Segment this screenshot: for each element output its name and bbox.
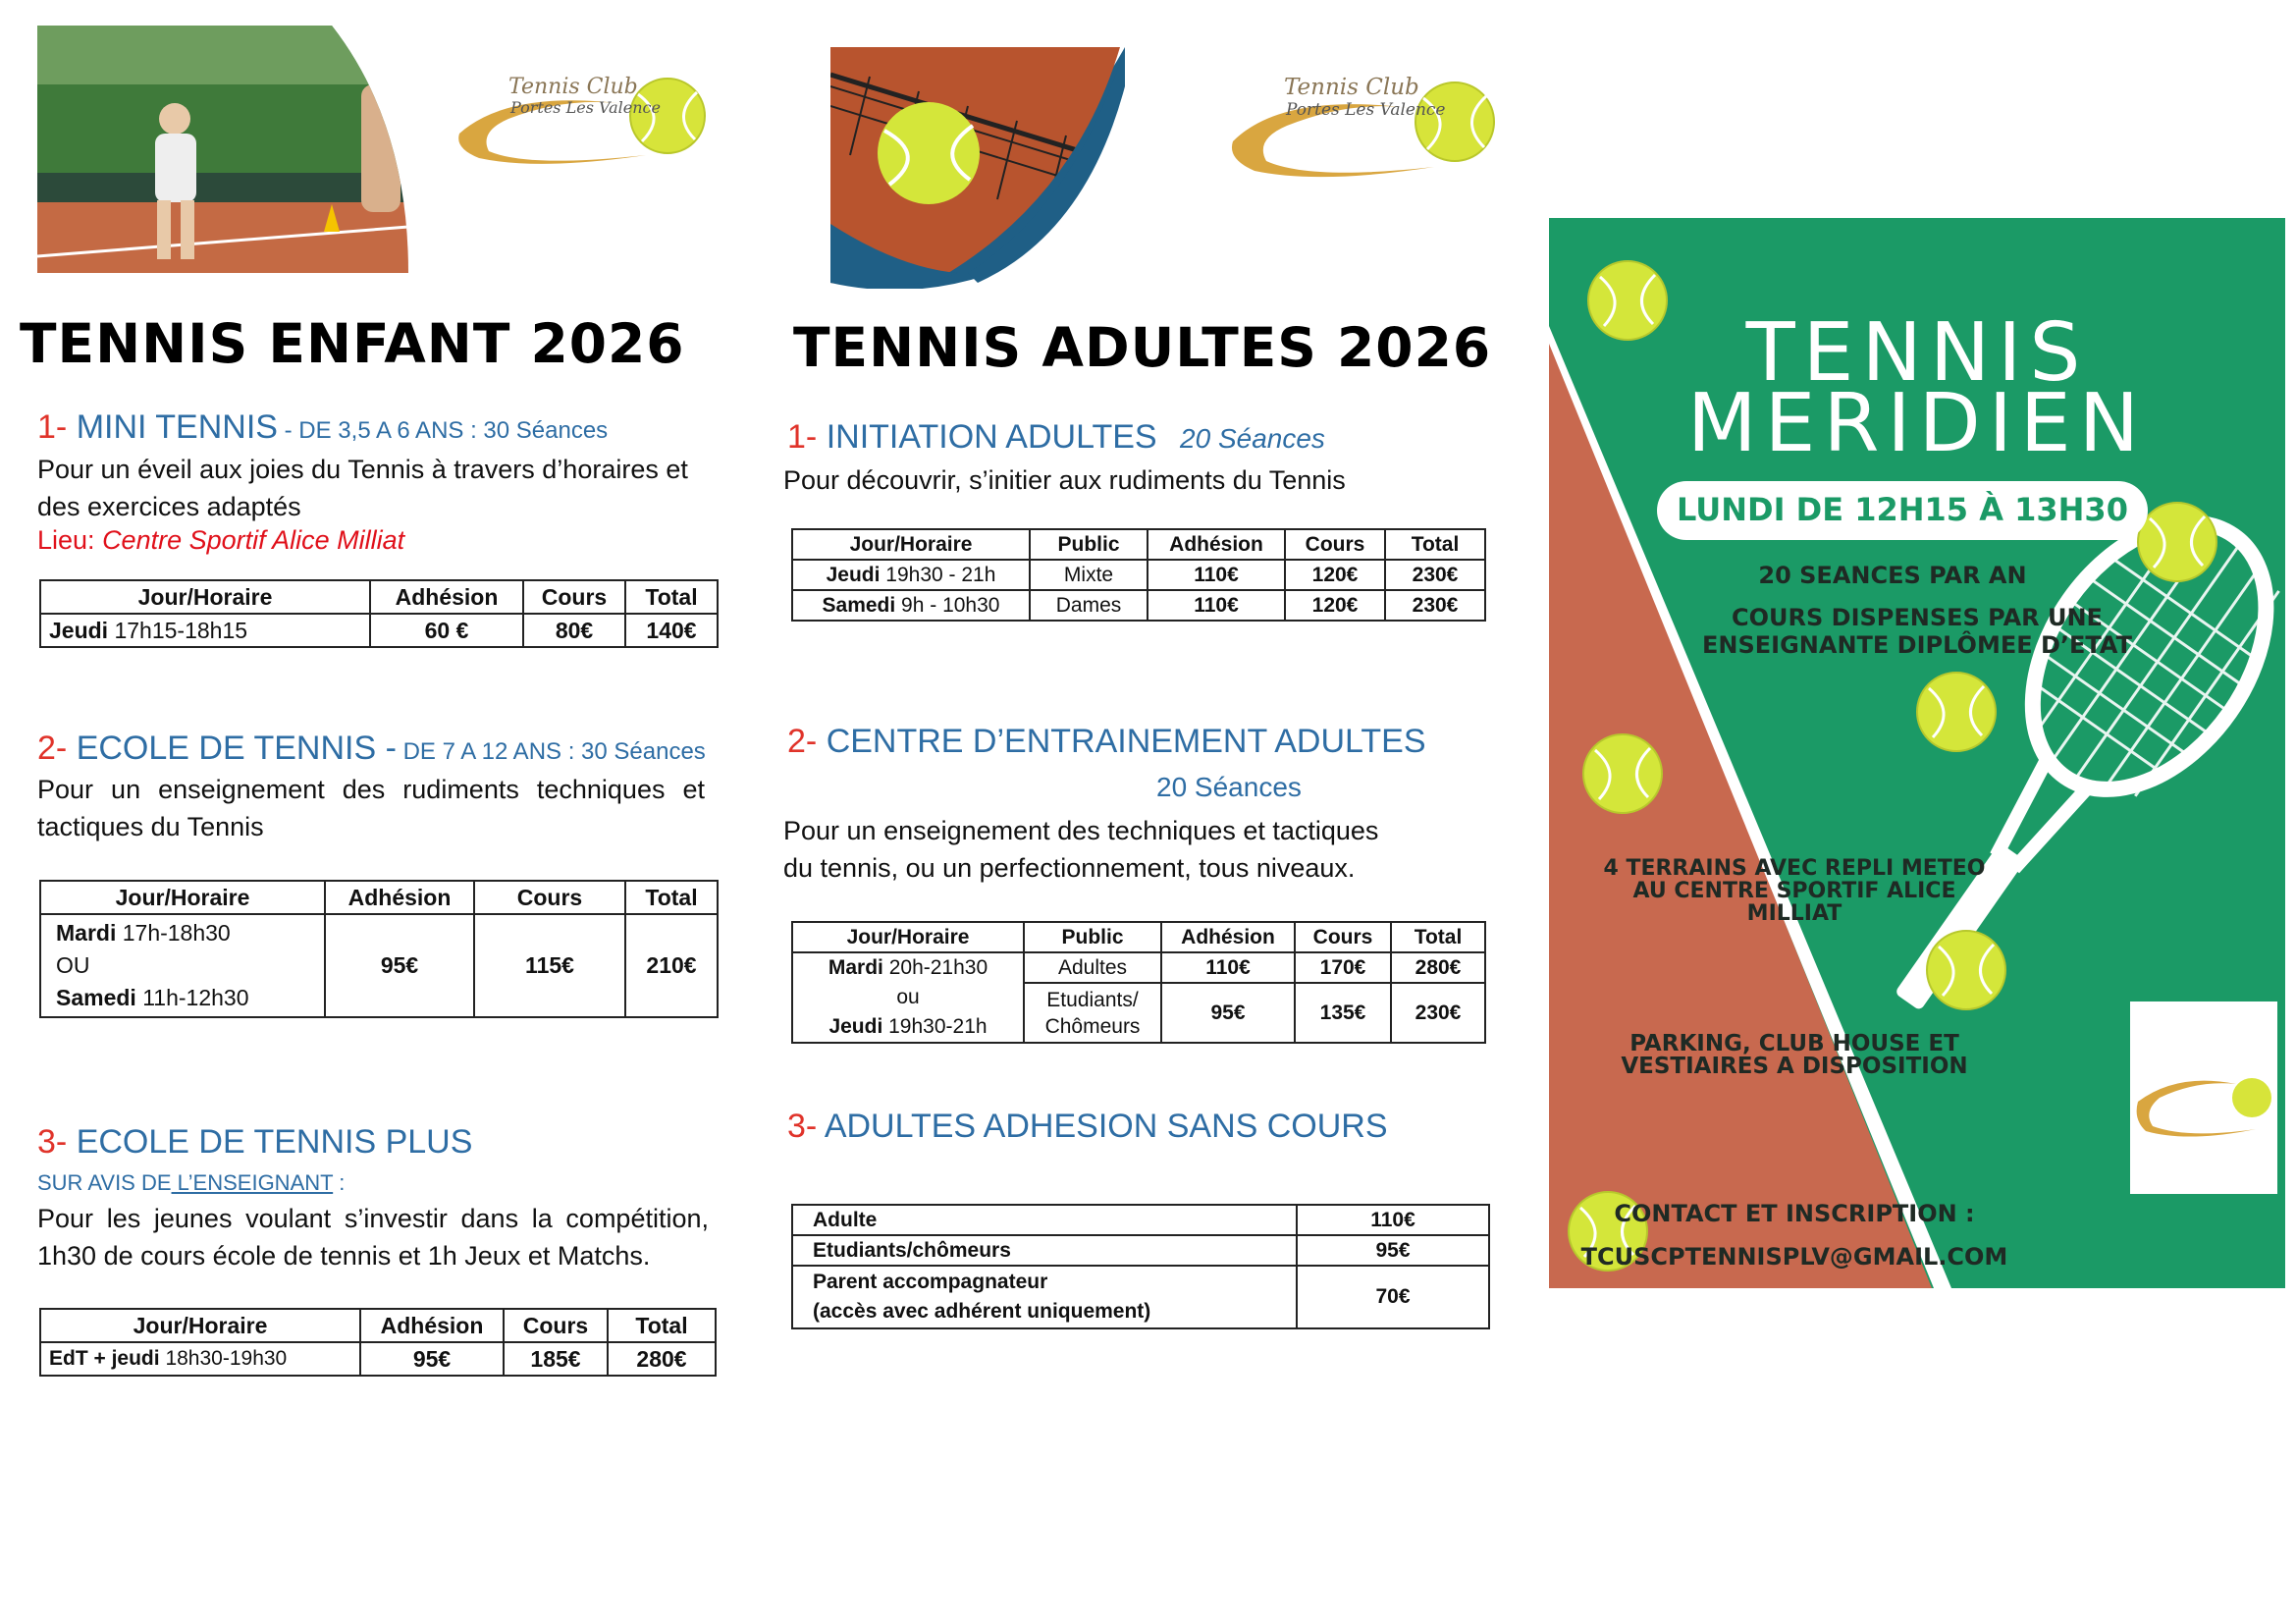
col-header: Cours [1285,529,1385,560]
kids-s1-description: Pour un éveil aux joies du Tennis à travers d’horaires et des exercices adaptés [37,455,688,521]
kids-s1-heading [37,408,608,447]
cours-cell: 120€ [1285,560,1385,590]
schedule-cell: Jeudi 19h30 - 21h [792,560,1030,590]
poster-schedule: LUNDI DE 12H15 À 13H30 [1677,491,2128,528]
poster-courts-line2: AU CENTRE SPORTIF ALICE [1632,879,1956,903]
adhesion-cell: 95€ [325,914,474,1017]
kids-s1-name: MINI TENNIS [76,408,278,446]
col-header: Jour/Horaire [792,529,1030,560]
club-logo-subtext: Portes Les Valence [510,98,661,117]
poster-email: TCUSCPTENNISPLV@GMAIL.COM [1580,1243,2008,1271]
cours-cell: 185€ [504,1342,608,1376]
table-row [40,1342,716,1376]
cours-cell: 80€ [523,614,625,647]
col-header: Total [608,1309,716,1342]
club-logo-text: Tennis Club [508,75,638,99]
col-header: Total [625,881,718,914]
kids-s1-detail: - DE 3,5 A 6 ANS : 30 Séances [277,417,609,444]
schedule-cell: EdT + jeudi 18h30-19h30 [40,1342,360,1376]
table-row [792,1266,1489,1328]
adults-title: TENNIS ADULTES 2026 [793,316,1492,379]
kids-s1-location [37,525,404,556]
adults-s2-sessions: 20 Séances [1156,772,1302,802]
public-cell: Adultes [1024,952,1161,983]
col-header: Public [1024,922,1161,952]
adults-s2-description: Pour un enseignement des techniques et tactiques du tennis, ou un perfectionnement, tous niveaux. [783,816,1379,883]
adults-s3-name: ADULTES ADHESION SANS COURS [824,1108,1388,1145]
tennis-ball-net-photo [830,47,1125,289]
location-label: Lieu: [37,525,103,555]
kids-s3-description: Pour les jeunes voulant s’investir dans la compétition, 1h30 de cours école de tennis et 1h Jeux et Matchs. [37,1204,709,1271]
kids-s1-number: 1- [37,408,68,446]
adhesion-cell: 60 € [370,614,523,647]
club-logo-text: Tennis Club [1284,75,1419,100]
schedule-cell: Mardi 17h-18h30 OU Samedi 11h-12h30 [40,914,325,1017]
membership-label: Adulte [792,1205,1297,1235]
col-header: Jour/Horaire [40,580,370,614]
kids-s2-number: 2- [37,730,68,767]
col-header: Total [625,580,718,614]
poster-courts-line1: 4 TERRAINS AVEC REPLI METEO [1603,856,1986,881]
col-header: Jour/Horaire [40,881,325,914]
adults-s1-table [791,528,1486,622]
cours-cell: 115€ [474,914,625,1017]
kids-title: TENNIS ENFANT 2026 [20,312,685,375]
adults-s1-description: Pour découvrir, s’initier aux rudiments du Tennis [783,465,1346,495]
adults-s2-table [791,921,1486,1044]
kids-s2-detail: DE 7 A 12 ANS : 30 Séances [396,738,706,765]
adults-s3-heading [787,1108,1388,1146]
adults-s3-table [791,1204,1490,1329]
location-value: Centre Sportif Alice Milliat [102,525,405,555]
kids-s2-name: ECOLE DE TENNIS - [76,730,397,767]
adults-s1-sessions: 20 Séances [1180,423,1325,454]
kids-s2-heading [37,730,706,768]
cours-cell: 135€ [1295,983,1391,1043]
col-header: Cours [523,580,625,614]
cours-cell: 170€ [1295,952,1391,983]
poster-facilities-line2: VESTIAIRES A DISPOSITION [1621,1054,1968,1079]
kids-s3-heading [37,1123,472,1162]
total-cell: 230€ [1385,590,1485,621]
adhesion-cell: 110€ [1161,952,1295,983]
table-row [792,560,1485,590]
adhesion-cell: 110€ [1148,560,1285,590]
club-logo-1 [450,65,715,173]
col-header: Adhésion [1148,529,1285,560]
poster-sessions: 20 SEANCES PAR AN [1758,562,2027,589]
adhesion-cell: 110€ [1148,590,1285,621]
col-header: Cours [474,881,625,914]
table-row [792,590,1485,621]
adults-s3-number: 3- [787,1108,818,1145]
poster-contact-label: CONTACT ET INSCRIPTION : [1614,1200,1975,1227]
table-row [792,1205,1489,1235]
adhesion-cell: 95€ [1161,983,1295,1043]
public-cell: Etudiants/ Chômeurs [1024,983,1161,1043]
kids-tennis-photo [37,26,408,273]
poster-courts-line3: MILLIAT [1746,901,1842,926]
poster-facilities-line1: PARKING, CLUB HOUSE ET [1629,1031,1959,1056]
membership-label: Parent accompagnateur (accès avec adhérent uniquement) [792,1266,1297,1328]
schedule-cell: Mardi 20h-21h30 ou Jeudi 19h30-21h [792,952,1024,1043]
col-header: Adhésion [370,580,523,614]
col-header: Jour/Horaire [40,1309,360,1342]
kids-s3-name: ECOLE DE TENNIS PLUS [76,1123,473,1161]
col-header: Adhésion [1161,922,1295,952]
public-cell: Mixte [1030,560,1148,590]
tennis-meridien-poster [1549,218,2285,1288]
cours-cell: 120€ [1285,590,1385,621]
table-row [792,1235,1489,1266]
poster-title-line2: MERIDIEN [1686,377,2148,470]
col-header: Cours [504,1309,608,1342]
public-cell: Dames [1030,590,1148,621]
table-row [40,914,718,1017]
col-header: Total [1391,922,1485,952]
adults-s1-name: INITIATION ADULTES [826,418,1157,456]
kids-s3-note: SUR AVIS DE L’ENSEIGNANT : [37,1170,346,1195]
adults-s2-number: 2- [787,723,818,760]
col-header: Public [1030,529,1148,560]
table-row [792,952,1485,983]
membership-label: Etudiants/chômeurs [792,1235,1297,1266]
schedule-cell: Samedi 9h - 10h30 [792,590,1030,621]
kids-s3-number: 3- [37,1123,68,1161]
membership-price: 110€ [1297,1205,1489,1235]
col-header: Adhésion [325,881,474,914]
club-logo-subtext: Portes Les Valence [1286,100,1446,120]
col-header: Cours [1295,922,1391,952]
club-logo-2 [1223,65,1508,188]
membership-price: 95€ [1297,1235,1489,1266]
poster-title-line1: TENNIS [1745,306,2089,400]
total-cell: 210€ [625,914,718,1017]
poster-teacher-line2: ENSEIGNANTE DIPLÔMEE D’ETAT [1702,631,2132,659]
col-header: Total [1385,529,1485,560]
col-header: Jour/Horaire [792,922,1024,952]
adults-s2-name: CENTRE D’ENTRAINEMENT ADULTES [826,723,1426,760]
kids-s2-description: Pour un enseignement des rudiments techniques et tactiques du Tennis [37,775,705,841]
kids-s3-table [39,1308,717,1377]
membership-price: 70€ [1297,1266,1489,1328]
total-cell: 230€ [1391,983,1485,1043]
enseignant-link: L’ENSEIGNANT [171,1170,334,1195]
poster-teacher-line1: COURS DISPENSES PAR UNE [1732,604,2103,631]
kids-s2-table [39,880,719,1018]
schedule-cell: Jeudi 17h15-18h15 [40,614,370,647]
adults-s1-heading [787,418,1325,457]
kids-s1-table [39,579,719,648]
total-cell: 230€ [1385,560,1485,590]
total-cell: 280€ [1391,952,1485,983]
adults-s2-heading [787,723,1426,761]
adhesion-cell: 95€ [360,1342,504,1376]
total-cell: 140€ [625,614,718,647]
adults-s1-number: 1- [787,418,818,456]
col-header: Adhésion [360,1309,504,1342]
table-row [40,614,718,647]
total-cell: 280€ [608,1342,716,1376]
